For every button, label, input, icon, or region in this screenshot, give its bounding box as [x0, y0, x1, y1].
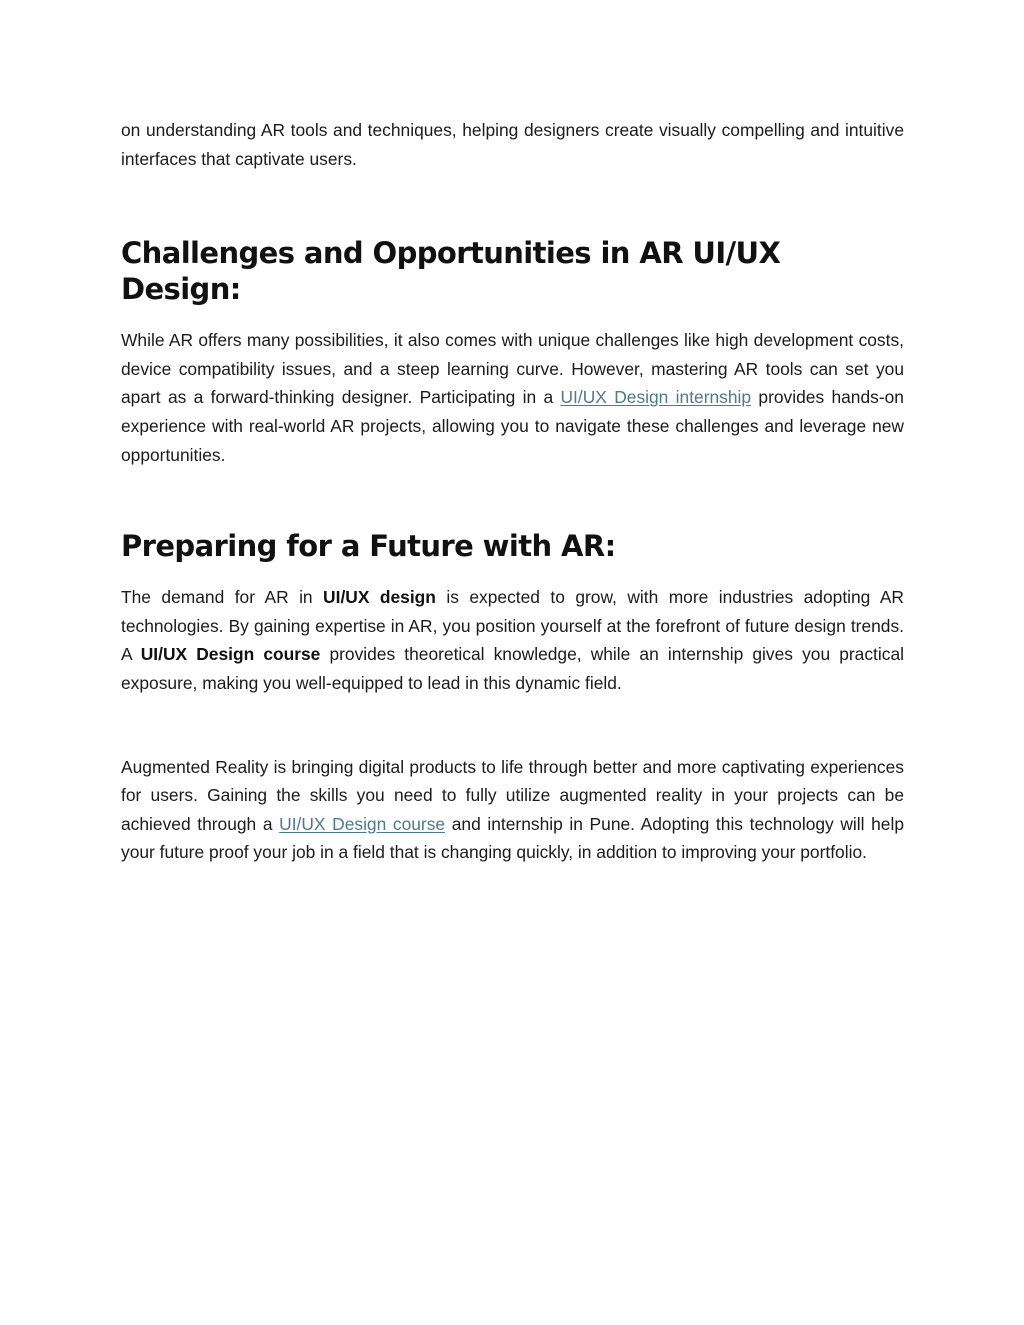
intro-text: on understanding AR tools and techniques, helping designers create visually compelling and intuitive interfaces that captivate users. — [121, 120, 904, 169]
future-bold-2: UI/UX Design course — [140, 644, 321, 665]
challenges-heading: Challenges and Opportunities in AR UI/UX Design: — [121, 236, 781, 307]
document-page — [121, 116, 904, 867]
future-paragraph — [121, 583, 904, 697]
spacer — [121, 173, 904, 235]
future-text-1: The demand for AR in — [121, 587, 324, 608]
spacer — [121, 698, 904, 753]
spacer — [121, 469, 904, 528]
challenges-text-1: While AR offers many possibilities, it also comes with unique challenges like high development costs, device compatibility issues, and a steep learning curve. However, mastering AR tools can set you apart as a forward-thinking designer. Participating in a — [121, 330, 904, 408]
future-text-3: provides theoretical knowledge, while an internship gives you practical exposure, making you well-equipped to lead in this dynamic field. — [121, 644, 904, 693]
spacer — [121, 564, 904, 583]
spacer — [121, 307, 904, 326]
conclusion-paragraph — [121, 753, 904, 867]
uiux-design-course-link[interactable]: UI/UX Design course — [279, 813, 446, 834]
challenges-paragraph — [121, 326, 904, 469]
conclusion-text-2: and internship in Pune. Adopting this technology will help your future proof your job in a field that is changing quickly, in addition to improving your portfolio. — [121, 813, 905, 863]
challenges-text-2: provides hands-on experience with real-world AR projects, allowing you to navigate these challenges and leverage new opportunities. — [121, 387, 904, 465]
uiux-design-internship-link[interactable]: UI/UX Design internship — [560, 387, 752, 408]
conclusion-text-1: Augmented Reality is bringing digital products to life through better and more captivating experiences for users. Gaining the skills you need to fully utilize augmented reality in your projects can be achieved through a — [121, 756, 904, 834]
future-heading: Preparing for a Future with AR: — [121, 529, 616, 564]
future-bold-1: UI/UX design — [323, 587, 436, 608]
future-text-2: is expected to grow, with more industries adopting AR technologies. By gaining expertise in AR, you position yourself at the forefront of future design trends. A — [121, 587, 904, 665]
intro-paragraph — [121, 116, 904, 173]
